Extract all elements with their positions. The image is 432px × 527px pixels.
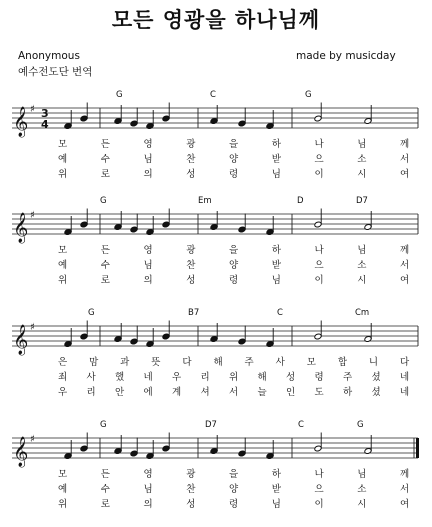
lyric-syllable: 로 — [100, 499, 110, 510]
lyric-syllable: 위 — [58, 275, 68, 286]
lyric-syllable: 리 — [86, 387, 96, 398]
lyric-syllable: 영 — [143, 469, 153, 480]
chord-symbol: Cm — [355, 308, 370, 318]
chord-symbol: C — [277, 308, 283, 318]
lyric-syllable: 주 — [244, 357, 254, 368]
lyric-syllable: 님 — [271, 499, 281, 510]
lyric-syllable: 하 — [271, 139, 281, 150]
treble-clef-icon: 𝄞 — [13, 325, 29, 355]
lyric-syllable: 하 — [271, 245, 281, 256]
lyric-syllable: 사 — [275, 357, 285, 368]
lyric-syllable: 셔 — [200, 387, 210, 398]
time-signature-bottom: 4 — [41, 118, 49, 131]
lyric-syllable: 하 — [271, 469, 281, 480]
lyric-syllable: 로 — [100, 169, 110, 180]
lyric-syllable: 사 — [86, 372, 96, 383]
lyric-syllable: 성 — [186, 275, 196, 286]
chord-symbol: D — [297, 196, 304, 206]
lyric-syllable: 했 — [115, 372, 125, 383]
lyric-syllable: 하 — [343, 387, 353, 398]
lyric-syllable: 주 — [343, 372, 353, 383]
music-staff — [0, 432, 432, 468]
lyric-syllable: 으 — [314, 484, 324, 495]
lyric-syllable: 안 — [115, 387, 125, 398]
lyric-syllable: 여 — [400, 169, 410, 180]
lyric-syllable: 께 — [400, 469, 410, 480]
lyric-syllable: 계 — [172, 387, 182, 398]
lyric-syllable: 양 — [229, 154, 239, 165]
lyric-syllable: 의 — [143, 499, 153, 510]
lyric-syllable: 소 — [357, 154, 367, 165]
lyric-syllable: 은 — [58, 357, 68, 368]
lyric-syllable: 시 — [357, 275, 367, 286]
translator-label: 예수전도단 번역 — [18, 66, 93, 78]
lyric-syllable: 님 — [143, 484, 153, 495]
lyric-syllable: 네 — [400, 387, 410, 398]
lyric-syllable: 양 — [229, 484, 239, 495]
lyric-syllable: 에 — [143, 387, 153, 398]
chord-symbol: G — [305, 90, 312, 100]
lyric-syllable: 께 — [400, 139, 410, 150]
lyric-syllable: 뜻 — [151, 357, 161, 368]
system-4 — [0, 416, 432, 524]
chord-symbol: C — [298, 420, 304, 430]
lyric-syllable: 해 — [213, 357, 223, 368]
lyric-syllable: 소 — [357, 484, 367, 495]
lyric-syllable: 찬 — [186, 484, 196, 495]
lyric-syllable: 령 — [229, 169, 239, 180]
lyric-syllable: 네 — [400, 372, 410, 383]
lyric-syllable: 니 — [368, 357, 379, 368]
lyric-syllable: 께 — [400, 245, 410, 256]
lyric-syllable: 영 — [143, 139, 153, 150]
sharp-sign-icon: ♯ — [30, 434, 35, 445]
lyric-syllable: 여 — [400, 275, 410, 286]
lyric-syllable: 이 — [314, 169, 324, 180]
lyric-syllable: 받 — [271, 260, 281, 271]
lyric-syllable: 다 — [400, 357, 410, 368]
lyric-syllable: 영 — [143, 245, 153, 256]
credit-label: made by musicday — [296, 50, 396, 62]
music-staff — [0, 208, 432, 244]
lyric-syllable: 우 — [58, 387, 68, 398]
lyric-syllable: 의 — [143, 275, 153, 286]
treble-clef-icon: 𝄞 — [13, 107, 29, 137]
lyric-syllable: 광 — [186, 139, 196, 150]
lyric-syllable: 을 — [229, 139, 239, 150]
lyric-syllable: 소 — [357, 260, 367, 271]
lyric-syllable: 광 — [186, 469, 196, 480]
lyric-syllable: 시 — [357, 169, 367, 180]
lyric-syllable: 모 — [58, 245, 68, 256]
lyric-syllable: 서 — [400, 260, 410, 271]
lyric-syllable: 셨 — [371, 372, 381, 383]
lyric-syllable: 죄 — [58, 372, 68, 383]
lyric-syllable: 수 — [100, 260, 110, 271]
lyric-syllable: 님 — [357, 139, 367, 150]
lyric-syllable: 받 — [271, 154, 281, 165]
lyric-syllable: 수 — [100, 154, 110, 165]
lyric-syllable: 을 — [229, 469, 239, 480]
lyric-syllable: 든 — [100, 139, 110, 150]
lyric-syllable: 으 — [314, 260, 324, 271]
lyric-syllable: 수 — [100, 484, 110, 495]
lyric-syllable: 이 — [314, 499, 324, 510]
lyric-syllable: 님 — [271, 275, 281, 286]
chord-symbol: D7 — [205, 420, 217, 430]
composer-label: Anonymous — [18, 50, 80, 62]
treble-clef-icon: 𝄞 — [13, 213, 29, 243]
lyric-syllable: 예 — [58, 260, 68, 271]
chord-symbol: D7 — [356, 196, 368, 206]
sharp-sign-icon: ♯ — [30, 104, 35, 115]
lyric-syllable: 든 — [100, 245, 110, 256]
chord-symbol: G — [100, 420, 107, 430]
lyric-syllable: 서 — [229, 387, 239, 398]
system-3 — [0, 304, 432, 408]
lyric-syllable: 늘 — [257, 387, 267, 398]
chord-symbol: C — [210, 90, 216, 100]
lyric-syllable: 님 — [357, 245, 367, 256]
lyric-syllable: 네 — [143, 372, 153, 383]
system-1 — [0, 86, 432, 190]
lyric-syllable: 님 — [271, 169, 281, 180]
lyric-syllable: 나 — [314, 469, 324, 480]
sharp-sign-icon: ♯ — [30, 322, 35, 333]
lyric-syllable: 성 — [186, 499, 196, 510]
lyric-syllable: 여 — [400, 499, 410, 510]
lyric-syllable: 령 — [314, 372, 324, 383]
lyric-syllable: 성 — [186, 169, 196, 180]
lyric-syllable: 찬 — [186, 260, 196, 271]
chord-symbol: Em — [198, 196, 212, 206]
chord-symbol: G — [357, 420, 364, 430]
lyric-syllable: 나 — [314, 245, 324, 256]
lyric-syllable: 합 — [337, 357, 347, 368]
lyric-syllable: 인 — [286, 387, 296, 398]
lyric-syllable: 으 — [314, 154, 324, 165]
lyric-syllable: 령 — [229, 275, 239, 286]
lyric-syllable: 도 — [314, 387, 324, 398]
song-title: 모든 영광을 하나님께 — [111, 8, 321, 32]
lyric-syllable: 위 — [58, 169, 68, 180]
lyric-syllable: 해 — [257, 372, 267, 383]
lyric-syllable: 님 — [357, 469, 367, 480]
lyric-syllable: 다 — [182, 357, 192, 368]
lyric-syllable: 나 — [314, 139, 324, 150]
lyric-syllable: 받 — [271, 484, 281, 495]
chord-symbol: G — [116, 90, 123, 100]
lyric-syllable: 찬 — [186, 154, 196, 165]
lyric-syllable: 예 — [58, 154, 68, 165]
lyric-syllable: 령 — [229, 499, 239, 510]
chord-symbol: G — [88, 308, 95, 318]
lyric-syllable: 든 — [100, 469, 110, 480]
lyric-syllable: 로 — [100, 275, 110, 286]
lyric-syllable: 님 — [143, 260, 153, 271]
lyric-syllable: 의 — [143, 169, 153, 180]
lyric-syllable: 모 — [58, 469, 68, 480]
lyric-syllable: 우 — [172, 372, 182, 383]
lyric-syllable: 님 — [143, 154, 153, 165]
time-signature-top: 3 — [41, 107, 49, 120]
lyric-syllable: 양 — [229, 260, 239, 271]
chord-symbol: B7 — [188, 308, 200, 318]
system-2 — [0, 192, 432, 296]
lyric-syllable: 셨 — [371, 387, 381, 398]
lyric-syllable: 과 — [120, 357, 130, 368]
lyric-syllable: 광 — [186, 245, 196, 256]
music-staff — [0, 320, 432, 356]
lyric-syllable: 리 — [200, 372, 210, 383]
lyric-syllable: 모 — [306, 357, 316, 368]
lyric-syllable: 위 — [229, 372, 239, 383]
lyric-syllable: 예 — [58, 484, 68, 495]
lyric-syllable: 을 — [229, 245, 239, 256]
lyric-syllable: 이 — [314, 275, 324, 286]
lyric-syllable: 서 — [400, 484, 410, 495]
lyric-syllable: 서 — [400, 154, 410, 165]
sharp-sign-icon: ♯ — [30, 210, 35, 221]
lyric-syllable: 시 — [357, 499, 367, 510]
lyric-syllable: 위 — [58, 499, 68, 510]
lyric-syllable: 성 — [286, 372, 296, 383]
music-staff — [0, 102, 432, 138]
lyric-syllable: 맘 — [89, 357, 99, 368]
lyric-syllable: 모 — [58, 139, 68, 150]
treble-clef-icon: 𝄞 — [13, 437, 29, 467]
chord-symbol: G — [100, 196, 107, 206]
